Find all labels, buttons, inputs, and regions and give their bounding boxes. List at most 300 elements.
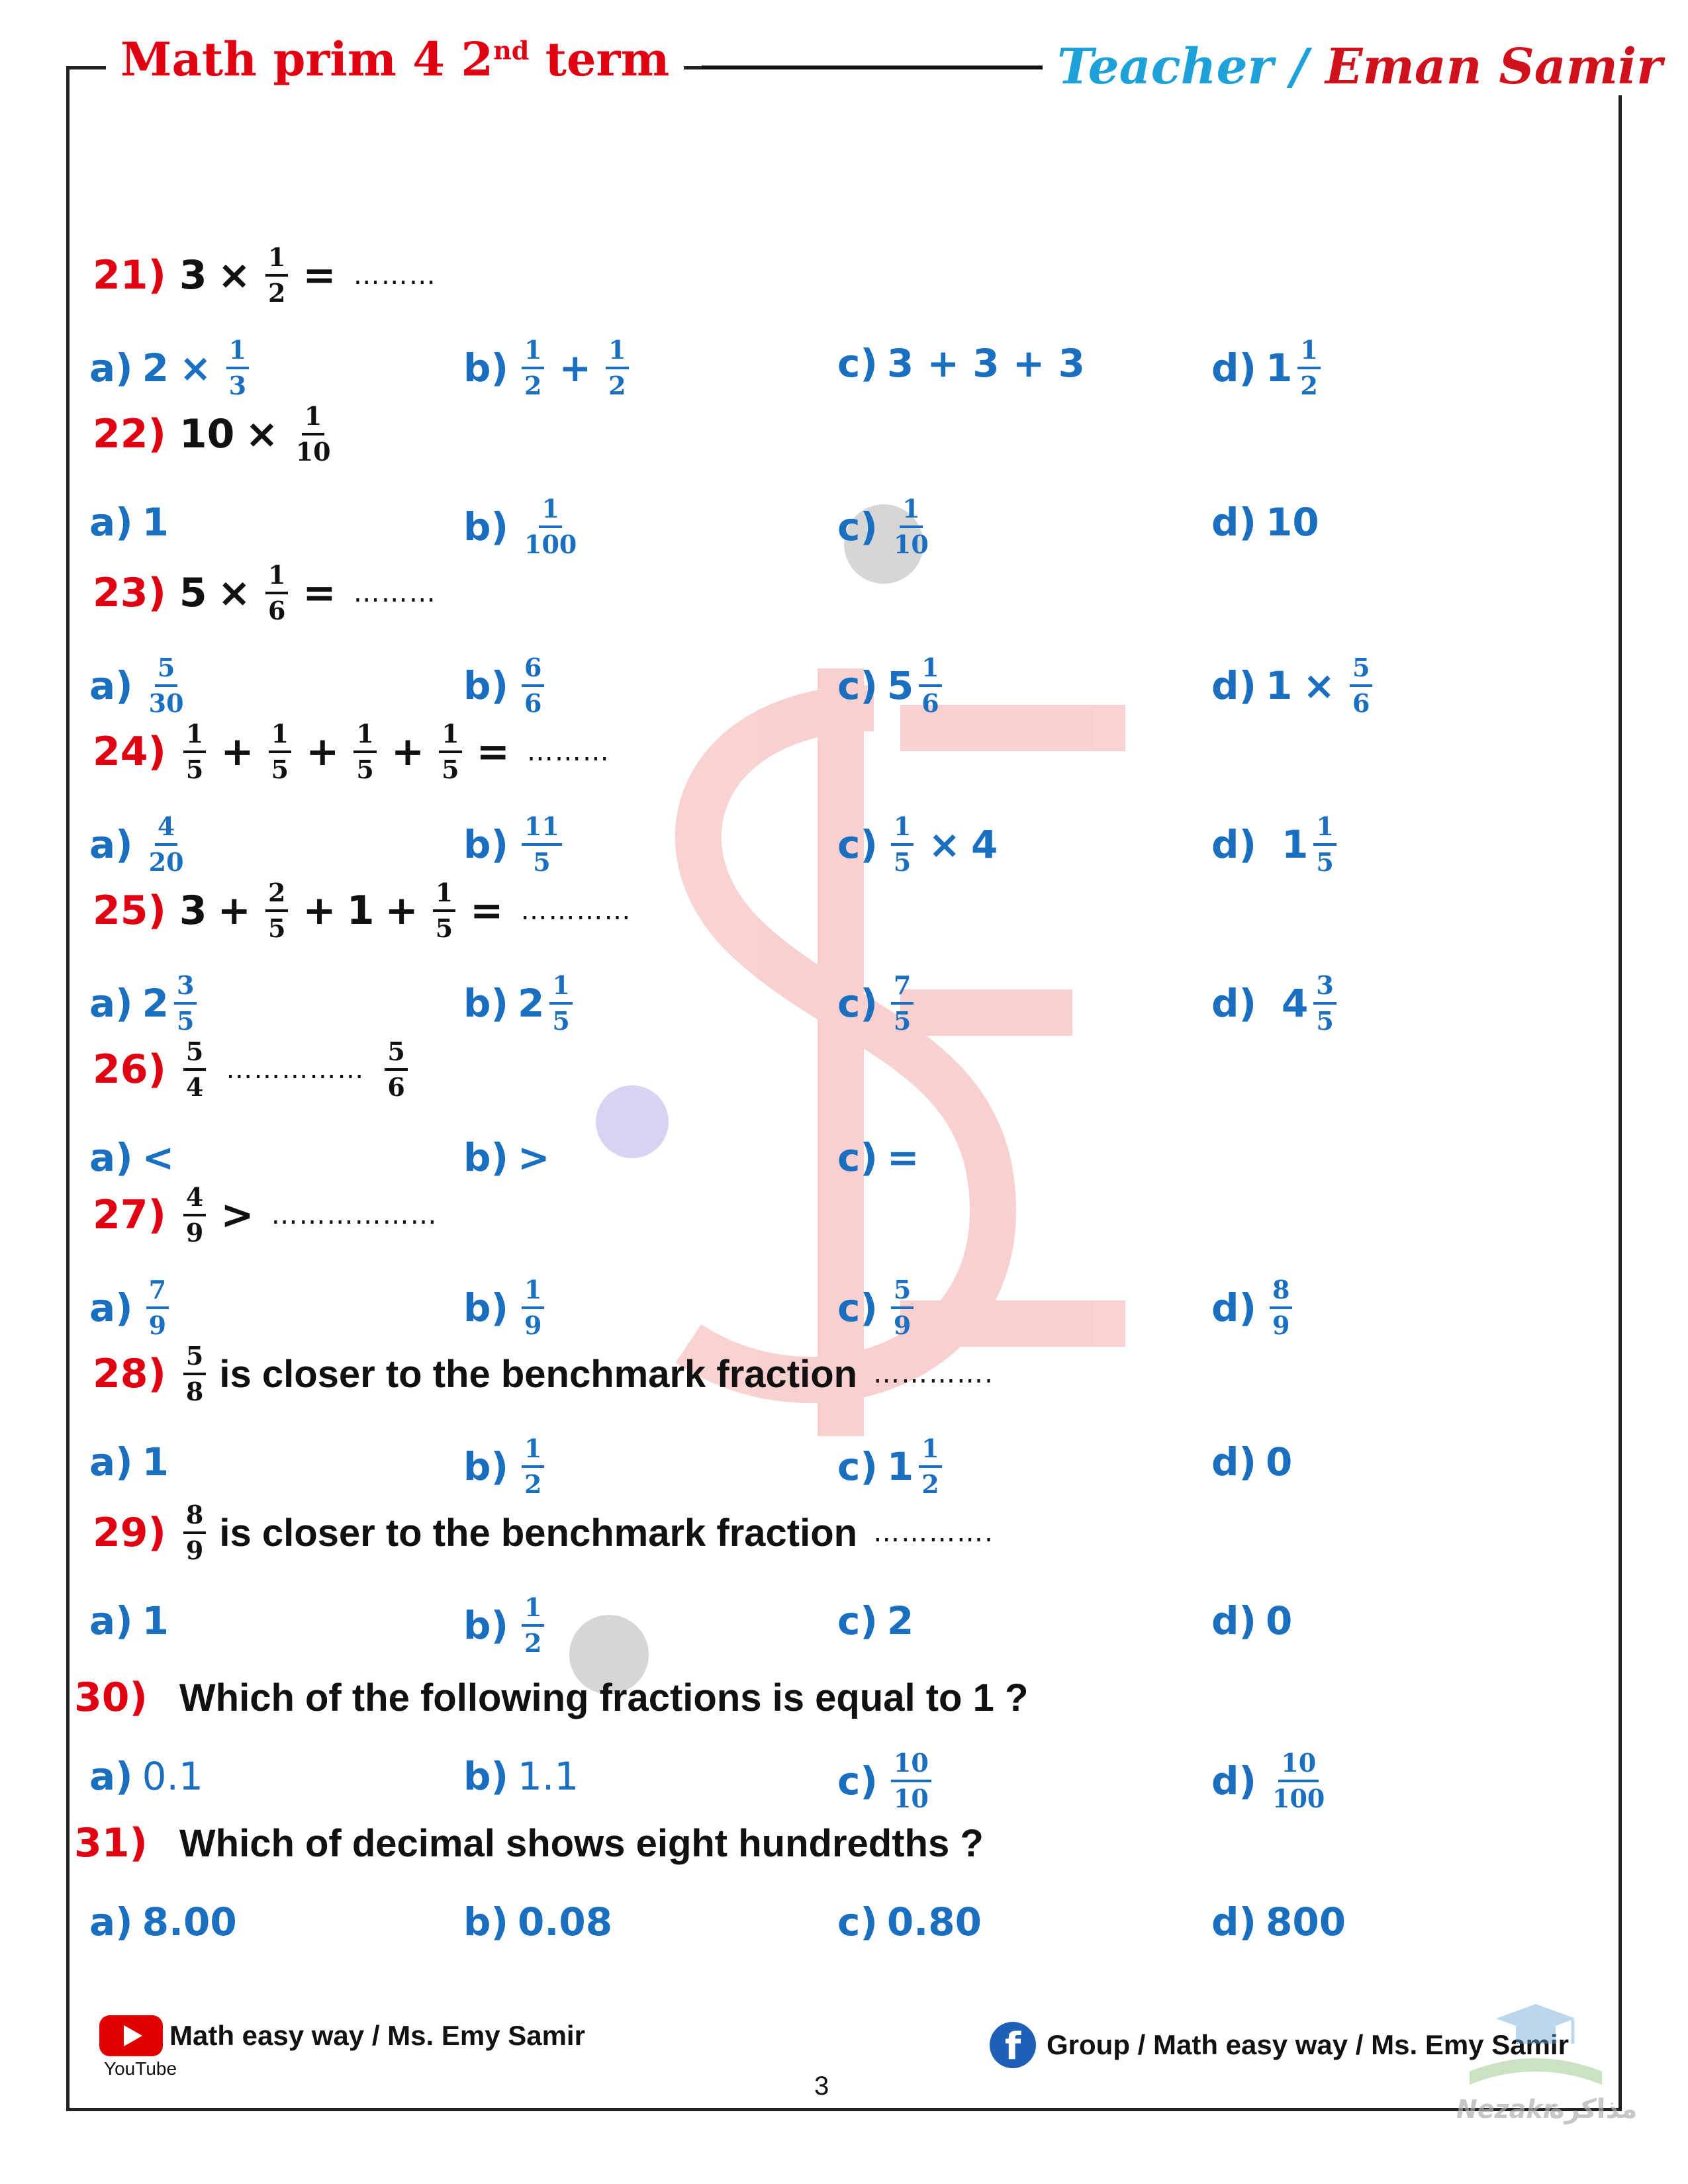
fraction [522, 655, 544, 716]
option-label: d) [1211, 1758, 1257, 1803]
option-21-c[interactable] [837, 341, 1085, 386]
question-number: 27) [93, 1192, 166, 1238]
operand: 3 [179, 252, 207, 298]
option-label: c) [837, 341, 878, 386]
question-27 [93, 1182, 438, 1248]
facebook-text: Group / Math easy way / Ms. Emy Samir [1047, 2029, 1569, 2060]
operator: + [391, 729, 425, 775]
question-text: is closer to the benchmark fraction [219, 1352, 858, 1396]
whole-number: 1 [1266, 345, 1293, 390]
option-label: b) [463, 1899, 509, 1944]
nezakr-logo [1443, 1992, 1638, 2124]
fraction [183, 1182, 206, 1248]
denominator: 2 [524, 1628, 542, 1658]
denominator: 5 [435, 913, 453, 943]
denominator: 4 [185, 1072, 204, 1102]
denominator: 30 [148, 688, 184, 718]
option-28-c[interactable] [837, 1433, 946, 1499]
header-teacher [1043, 38, 1677, 95]
numerator: 11 [522, 814, 562, 846]
option-25-a[interactable] [89, 970, 201, 1036]
operator: + [306, 729, 340, 775]
operand: 2 [142, 345, 169, 390]
option-23-b[interactable] [463, 655, 548, 716]
option-23-a[interactable] [89, 655, 191, 716]
denominator: 5 [271, 754, 289, 784]
fraction [146, 1277, 169, 1338]
answer-blank: ……… [353, 578, 437, 608]
fraction [1313, 970, 1336, 1036]
denominator: 100 [524, 529, 577, 559]
option-22-b[interactable] [463, 496, 583, 557]
option-24-c[interactable] [837, 811, 998, 877]
whole-number: 2 [518, 981, 545, 1026]
denominator: 9 [1272, 1310, 1290, 1340]
option-29-a[interactable] [89, 1598, 169, 1643]
denominator: 3 [228, 371, 247, 400]
question-29 [93, 1502, 994, 1563]
option-label: a) [89, 981, 133, 1026]
option-label: a) [89, 1285, 133, 1330]
denominator: 5 [893, 847, 912, 877]
fraction [183, 1502, 206, 1563]
fraction [1270, 1748, 1327, 1813]
option-value: 1 [142, 500, 169, 545]
fraction [522, 1592, 544, 1658]
answer-blank: …………. [873, 1518, 994, 1548]
option-label: c) [837, 663, 878, 708]
question-number: 24) [93, 729, 166, 775]
option-label: a) [89, 1598, 133, 1643]
fraction [891, 496, 931, 557]
fraction [522, 1433, 544, 1499]
option-21-d[interactable] [1211, 335, 1325, 400]
question-26 [93, 1036, 412, 1102]
header-rule [702, 66, 1046, 69]
facebook-icon: f [990, 2022, 1036, 2068]
numerator: 5 [183, 1343, 206, 1375]
denominator: 5 [177, 1006, 195, 1036]
option-value: 1 [142, 1439, 169, 1484]
operand: 3 [179, 887, 207, 934]
numerator: 1 [539, 496, 561, 528]
fraction [269, 721, 291, 782]
denominator: 2 [608, 371, 626, 400]
denominator: 5 [533, 847, 551, 877]
operand: 1 [346, 887, 375, 934]
numerator: 1 [522, 1277, 544, 1309]
denominator: 5 [185, 754, 204, 784]
option-25-c[interactable] [837, 970, 917, 1036]
numerator: 8 [1270, 1277, 1292, 1309]
option-label: c) [837, 504, 878, 549]
option-30-b[interactable] [463, 1754, 579, 1799]
equals: = [476, 729, 510, 775]
numerator: 10 [1278, 1751, 1319, 1782]
option-28-b[interactable] [463, 1433, 548, 1499]
numerator: 1 [433, 880, 455, 912]
denominator: 5 [356, 754, 374, 784]
option-24-d[interactable] [1211, 811, 1340, 877]
numerator: 1 [919, 1436, 941, 1468]
numerator: 1 [522, 338, 544, 369]
option-value: < [142, 1135, 175, 1180]
option-23-d[interactable] [1211, 655, 1376, 716]
fraction [293, 401, 334, 467]
denominator: 5 [552, 1006, 570, 1036]
question-25 [93, 880, 632, 941]
fraction [146, 655, 187, 716]
numerator: 1 [226, 338, 249, 369]
option-value: 0.80 [886, 1899, 982, 1944]
youtube-label: YouTube [104, 2058, 177, 2079]
option-label: c) [837, 981, 878, 1026]
fraction [265, 242, 288, 308]
brand-text: Nezakr [1456, 2095, 1556, 2124]
option-21-a[interactable] [89, 335, 253, 400]
option-31-b[interactable] [463, 1899, 612, 1944]
teacher-name: Eman Samir [1325, 38, 1663, 95]
numerator: 5 [155, 655, 177, 687]
equals: = [470, 887, 504, 934]
option-label: b) [463, 981, 509, 1026]
option-label: b) [463, 1603, 509, 1648]
fraction [433, 880, 455, 941]
question-number: 31) [74, 1820, 148, 1866]
answer-blank: …………… [226, 1054, 365, 1085]
operator: + [559, 345, 592, 390]
option-31-a[interactable] [89, 1899, 237, 1944]
numerator: 5 [1350, 655, 1372, 687]
option-26-c[interactable] [837, 1135, 919, 1180]
numerator: 1 [265, 245, 288, 277]
answer-blank: ……………… [271, 1200, 438, 1230]
question-28 [93, 1343, 994, 1404]
fraction [522, 811, 562, 877]
fraction [353, 721, 376, 782]
option-23-c[interactable] [837, 655, 946, 716]
whole-number: 5 [886, 663, 914, 708]
option-label: b) [463, 1135, 509, 1180]
denominator: 2 [524, 1469, 542, 1499]
option-value: 1.1 [518, 1754, 579, 1799]
option-label: a) [89, 663, 133, 708]
numerator: 8 [183, 1502, 206, 1534]
fraction [891, 970, 914, 1036]
denominator: 6 [387, 1072, 405, 1102]
option-24-b[interactable] [463, 811, 566, 877]
numerator: 1 [900, 496, 922, 528]
whole-number: 4 [1282, 981, 1309, 1026]
fraction [919, 1433, 941, 1499]
denominator: 9 [185, 1218, 204, 1248]
option-label: d) [1211, 981, 1257, 1026]
option-value: 8.00 [142, 1899, 237, 1944]
denominator: 9 [148, 1310, 167, 1340]
denominator: 2 [1300, 371, 1318, 400]
denominator: 8 [185, 1377, 204, 1406]
fraction [183, 721, 206, 782]
denominator: 2 [921, 1469, 939, 1499]
question-text: Which of the following fractions is equal to 1 ? [179, 1676, 1029, 1719]
question-21 [93, 242, 437, 308]
option-value: 3 + 3 + 3 [886, 341, 1085, 386]
title-sup: nd [493, 35, 530, 66]
numerator: 1 [549, 973, 572, 1005]
question-number: 26) [93, 1046, 166, 1093]
question-23 [93, 560, 437, 625]
numerator: 2 [265, 880, 288, 912]
option-value: 1 [142, 1598, 169, 1643]
numerator: 3 [1313, 973, 1336, 1005]
brand-text-ar: مذاكرة [1549, 2094, 1638, 2124]
option-value: 10 [1266, 500, 1319, 545]
option-label: a) [89, 1135, 133, 1180]
option-28-d[interactable] [1211, 1439, 1292, 1484]
denominator: 20 [148, 847, 184, 877]
answer-blank: ……… [526, 737, 610, 767]
denominator: 2 [267, 278, 286, 308]
numerator: 1 [353, 721, 376, 753]
operand: 1 [1266, 663, 1293, 708]
denominator: 6 [524, 688, 542, 718]
option-22-a[interactable] [89, 500, 169, 545]
question-text: is closer to the benchmark fraction [219, 1511, 858, 1555]
denominator: 10 [295, 437, 331, 467]
denominator: 5 [1316, 1006, 1334, 1036]
youtube-icon [99, 2015, 163, 2056]
option-value: 0 [1266, 1439, 1293, 1484]
denominator: 9 [524, 1310, 542, 1340]
option-label: d) [1211, 1598, 1257, 1643]
footer-youtube[interactable] [99, 2015, 585, 2056]
question-number: 21) [93, 252, 166, 298]
option-label: d) [1211, 822, 1257, 867]
question-number: 29) [93, 1510, 166, 1556]
numerator: 7 [891, 973, 914, 1005]
option-label: d) [1211, 1899, 1257, 1944]
numerator: 10 [891, 1751, 931, 1782]
operator: × [217, 252, 251, 298]
option-27-a[interactable] [89, 1277, 173, 1338]
option-value: 800 [1266, 1899, 1346, 1944]
denominator: 9 [893, 1310, 912, 1340]
option-label: a) [89, 1439, 133, 1484]
fraction [919, 655, 941, 716]
whole-number: 2 [142, 981, 169, 1026]
numerator: 5 [891, 1277, 914, 1309]
option-label: c) [837, 1444, 878, 1489]
option-26-b[interactable] [463, 1135, 550, 1180]
option-label: b) [463, 822, 509, 867]
option-label: d) [1211, 1285, 1257, 1330]
denominator: 100 [1272, 1784, 1325, 1813]
fraction [891, 1277, 914, 1338]
fraction [522, 335, 544, 400]
question-number: 28) [93, 1351, 166, 1397]
question-number: 30) [74, 1674, 148, 1721]
numerator: 1 [919, 655, 941, 687]
operator: + [217, 887, 251, 934]
fraction [549, 970, 572, 1036]
option-29-b[interactable] [463, 1592, 548, 1658]
denominator: 5 [442, 754, 459, 784]
operand: 10 [179, 411, 235, 457]
fraction [265, 560, 288, 625]
option-label: c) [837, 1899, 878, 1944]
operand: 5 [179, 570, 207, 616]
option-label: b) [463, 1285, 509, 1330]
denominator: 6 [1352, 688, 1370, 718]
option-27-b[interactable] [463, 1277, 548, 1338]
numerator: 1 [302, 404, 324, 435]
operator: × [1303, 663, 1335, 708]
fraction [522, 1277, 544, 1338]
option-label: c) [837, 1598, 878, 1643]
option-21-b[interactable] [463, 335, 633, 400]
option-label: c) [837, 822, 878, 867]
option-value: 2 [886, 1598, 914, 1643]
operator: + [303, 887, 336, 934]
operator: + [220, 729, 254, 775]
denominator: 2 [524, 371, 542, 400]
fraction [606, 335, 628, 400]
denominator: 5 [1316, 847, 1334, 877]
numerator: 1 [1297, 338, 1320, 369]
option-label: d) [1211, 663, 1257, 708]
question-number: 25) [93, 887, 166, 934]
operand: 4 [970, 822, 998, 867]
option-29-c[interactable] [837, 1598, 914, 1643]
denominator: 6 [267, 596, 286, 625]
denominator: 10 [893, 529, 929, 559]
fraction [891, 1748, 931, 1813]
fraction [183, 1036, 206, 1102]
numerator: 4 [183, 1185, 206, 1216]
operator: × [179, 345, 212, 390]
fraction [1350, 655, 1372, 716]
option-27-d[interactable] [1211, 1277, 1296, 1338]
teacher-word: Teacher [1057, 38, 1274, 95]
option-label: b) [463, 345, 509, 390]
option-value: > [518, 1135, 550, 1180]
fraction [1270, 1277, 1292, 1338]
option-label: b) [463, 1444, 509, 1489]
fraction [146, 811, 187, 877]
option-25-b[interactable] [463, 970, 577, 1036]
numerator: 1 [439, 721, 461, 753]
operator: × [245, 411, 279, 457]
fraction [439, 721, 461, 782]
fraction [183, 1343, 206, 1404]
option-label: b) [463, 504, 509, 549]
numerator: 7 [146, 1277, 169, 1309]
header-title [106, 32, 684, 87]
option-value: = [886, 1135, 919, 1180]
page-number: 3 [814, 2071, 829, 2101]
option-label: c) [837, 1758, 878, 1803]
option-value: 0.1 [142, 1754, 203, 1799]
equals: = [303, 252, 336, 298]
operator: × [928, 822, 961, 867]
answer-blank: ……… [353, 260, 437, 291]
option-25-d[interactable] [1211, 970, 1340, 1036]
option-30-a[interactable] [89, 1754, 203, 1799]
fraction [226, 335, 249, 400]
option-value: 0 [1266, 1598, 1293, 1643]
numerator: 1 [606, 338, 628, 369]
numerator: 3 [174, 973, 197, 1005]
option-label: b) [463, 1754, 509, 1799]
question-text: Which of decimal shows eight hundredths ? [179, 1821, 984, 1865]
question-31 [74, 1820, 984, 1866]
option-22-c[interactable] [837, 496, 935, 557]
whole-number: 1 [886, 1444, 914, 1489]
option-31-c[interactable] [837, 1899, 982, 1944]
option-30-d[interactable] [1211, 1748, 1331, 1813]
option-label: d) [1211, 345, 1257, 390]
denominator: 10 [893, 1784, 929, 1813]
title-text: Math prim 4 2 [120, 32, 494, 87]
fraction [522, 496, 579, 557]
option-label: a) [89, 822, 133, 867]
youtube-text: Math easy way / Ms. Emy Samir [169, 2020, 585, 2051]
option-24-a[interactable] [89, 811, 191, 877]
teacher-slash: / [1273, 38, 1326, 95]
numerator: 1 [1313, 814, 1336, 846]
numerator: 1 [265, 563, 288, 594]
option-30-c[interactable] [837, 1748, 935, 1813]
option-value: 0.08 [518, 1899, 613, 1944]
option-label: a) [89, 500, 133, 545]
option-27-c[interactable] [837, 1277, 917, 1338]
numerator: 5 [385, 1039, 407, 1071]
option-31-d[interactable] [1211, 1899, 1346, 1944]
option-29-d[interactable] [1211, 1598, 1292, 1643]
operator: × [217, 570, 251, 616]
numerator: 6 [522, 655, 544, 687]
title-rest: term [529, 32, 670, 87]
numerator: 1 [522, 1595, 544, 1627]
option-label: d) [1211, 1439, 1257, 1484]
numerator: 1 [522, 1436, 544, 1468]
fraction [1313, 811, 1336, 877]
option-label: a) [89, 1754, 133, 1799]
option-label: b) [463, 663, 509, 708]
numerator: 1 [891, 814, 914, 846]
option-26-a[interactable] [89, 1135, 174, 1180]
question-22 [93, 401, 338, 467]
answer-blank: …………. [873, 1359, 994, 1389]
whole-number: 1 [1282, 822, 1309, 867]
numerator: 1 [269, 721, 291, 753]
option-22-d[interactable] [1211, 500, 1319, 545]
option-28-a[interactable] [89, 1439, 169, 1484]
numerator: 5 [183, 1039, 206, 1071]
option-label: d) [1211, 500, 1257, 545]
fraction [174, 970, 197, 1036]
option-label: c) [837, 1285, 878, 1330]
option-label: a) [89, 345, 133, 390]
question-24 [93, 721, 610, 782]
fraction [1297, 335, 1320, 400]
fraction [385, 1036, 407, 1102]
option-label: c) [837, 1135, 878, 1180]
denominator: 9 [185, 1535, 204, 1565]
question-number: 23) [93, 570, 166, 616]
numerator: 1 [183, 721, 206, 753]
denominator: 6 [921, 688, 939, 718]
